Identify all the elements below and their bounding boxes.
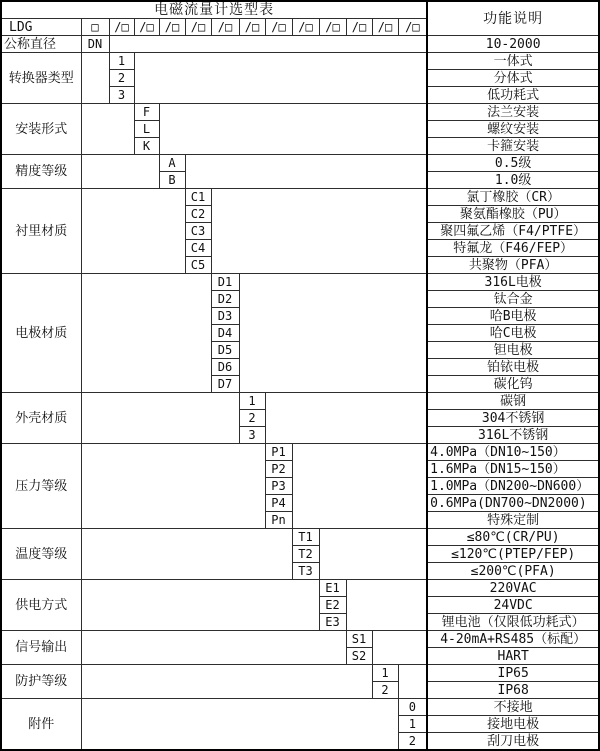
description-cell: 刮刀电极	[427, 733, 599, 751]
description-cell: 0.5级	[427, 155, 599, 172]
code-cell: D2	[211, 291, 239, 308]
code-cell: E2	[319, 597, 346, 614]
code-cell: P3	[265, 478, 292, 495]
description-cell: 碳钢	[427, 393, 599, 410]
code-cell: 2	[239, 410, 265, 427]
code-cell: P1	[265, 444, 292, 461]
filler-cell	[81, 699, 398, 751]
filler-cell	[81, 155, 159, 189]
description-cell: 220VAC	[427, 580, 599, 597]
model-slash-box-10: /□	[346, 19, 372, 36]
model-slash-box-9: /□	[319, 19, 346, 36]
description-cell: 一体式	[427, 53, 599, 70]
category-label: 电极材质	[1, 274, 81, 393]
category-label: 附件	[1, 699, 81, 751]
code-cell: S1	[346, 631, 372, 648]
description-cell: 分体式	[427, 70, 599, 87]
code-cell: 2	[398, 733, 427, 751]
option-row	[1, 104, 599, 121]
function-column-header: 功能说明	[427, 1, 599, 36]
description-cell: 聚四氟乙烯（F4/PTFE）	[427, 223, 599, 240]
model-slash-box-7: /□	[265, 19, 292, 36]
description-cell: 4.0MPa（DN10~150）	[427, 444, 599, 461]
category-label: 压力等级	[1, 444, 81, 529]
filler-cell	[185, 155, 427, 189]
code-cell: DN	[81, 36, 109, 53]
code-cell: D3	[211, 308, 239, 325]
model-slash-box-8: /□	[292, 19, 319, 36]
code-cell: D6	[211, 359, 239, 376]
code-cell: E3	[319, 614, 346, 631]
model-slash-box-3: /□	[159, 19, 185, 36]
description-cell: IP68	[427, 682, 599, 699]
category-label: 供电方式	[1, 580, 81, 631]
filler-cell	[372, 631, 427, 665]
filler-cell	[81, 189, 185, 274]
description-cell: 氯丁橡胶（CR）	[427, 189, 599, 206]
code-cell: C5	[185, 257, 211, 274]
description-cell: IP65	[427, 665, 599, 682]
model-code-box: □	[81, 19, 109, 36]
model-slash-box-11: /□	[372, 19, 398, 36]
filler-cell	[81, 53, 109, 104]
description-cell: 钽电极	[427, 342, 599, 359]
model-slash-box-5: /□	[211, 19, 239, 36]
filler-cell	[292, 444, 427, 529]
code-cell: 0	[398, 699, 427, 716]
code-cell: C4	[185, 240, 211, 257]
description-cell: 1.0级	[427, 172, 599, 189]
code-cell: 1	[239, 393, 265, 410]
description-cell: 接地电极	[427, 716, 599, 733]
description-cell: 共聚物（PFA）	[427, 257, 599, 274]
code-cell: 3	[109, 87, 134, 104]
description-cell: 碳化钨	[427, 376, 599, 393]
option-row	[1, 274, 599, 291]
description-cell: 1.6MPa（DN15~150）	[427, 461, 599, 478]
code-cell: 1	[372, 665, 398, 682]
description-cell: 10-2000	[427, 36, 599, 53]
filler-cell	[159, 104, 427, 155]
code-cell: 2	[372, 682, 398, 699]
option-row	[1, 189, 599, 206]
code-cell: P2	[265, 461, 292, 478]
option-row	[1, 444, 599, 461]
category-label: 公称直径	[1, 36, 81, 53]
category-label: 精度等级	[1, 155, 81, 189]
code-cell: T2	[292, 546, 319, 563]
code-cell: C1	[185, 189, 211, 206]
filler-cell	[81, 529, 292, 580]
description-cell: ≤120℃(PTEP/FEP)	[427, 546, 599, 563]
code-cell: B	[159, 172, 185, 189]
category-label: 转换器类型	[1, 53, 81, 104]
code-cell: 1	[109, 53, 134, 70]
option-row	[1, 53, 599, 70]
description-cell: 0.6MPa(DN700~DN2000)	[427, 495, 599, 512]
code-cell: P4	[265, 495, 292, 512]
filler-cell	[109, 36, 427, 53]
description-cell: ≤200℃(PFA)	[427, 563, 599, 580]
description-cell: 特殊定制	[427, 512, 599, 529]
option-row	[1, 631, 599, 648]
description-cell: 1.0MPa（DN200~DN600）	[427, 478, 599, 495]
code-cell: 3	[239, 427, 265, 444]
description-cell: 不接地	[427, 699, 599, 716]
filler-cell	[346, 580, 427, 631]
filler-cell	[319, 529, 427, 580]
description-cell: 卡箍安装	[427, 138, 599, 155]
description-cell: ≤80℃(CR/PU)	[427, 529, 599, 546]
code-cell: C2	[185, 206, 211, 223]
description-cell: 304不锈钢	[427, 410, 599, 427]
filler-cell	[81, 580, 319, 631]
code-cell: D7	[211, 376, 239, 393]
code-cell: D5	[211, 342, 239, 359]
description-cell: 锂电池（仅限低功耗式）	[427, 614, 599, 631]
category-label: 安装形式	[1, 104, 81, 155]
filler-cell	[81, 274, 211, 393]
code-cell: D4	[211, 325, 239, 342]
model-prefix: LDG	[1, 19, 81, 36]
description-cell: 特氟龙（F46/FEP）	[427, 240, 599, 257]
category-label: 外壳材质	[1, 393, 81, 444]
code-cell: 2	[109, 70, 134, 87]
model-slash-box-4: /□	[185, 19, 211, 36]
category-label: 防护等级	[1, 665, 81, 699]
description-cell: 4-20mA+RS485（标配）	[427, 631, 599, 648]
category-label: 信号输出	[1, 631, 81, 665]
table-body	[1, 1, 599, 750]
code-cell: A	[159, 155, 185, 172]
code-cell: Pn	[265, 512, 292, 529]
filler-cell	[81, 444, 265, 529]
code-cell: D1	[211, 274, 239, 291]
option-row	[1, 580, 599, 597]
option-row	[1, 155, 599, 172]
category-label: 衬里材质	[1, 189, 81, 274]
option-row	[1, 529, 599, 546]
description-cell: 螺纹安装	[427, 121, 599, 138]
description-cell: 哈C电极	[427, 325, 599, 342]
option-row	[1, 665, 599, 682]
option-row	[1, 36, 599, 53]
filler-cell	[81, 104, 134, 155]
description-cell: HART	[427, 648, 599, 665]
code-cell: C3	[185, 223, 211, 240]
filler-cell	[239, 274, 427, 393]
code-cell: S2	[346, 648, 372, 665]
code-cell: 1	[398, 716, 427, 733]
code-cell: L	[134, 121, 159, 138]
code-cell: T1	[292, 529, 319, 546]
category-label: 温度等级	[1, 529, 81, 580]
description-cell: 钛合金	[427, 291, 599, 308]
model-slash-box-2: /□	[134, 19, 159, 36]
filler-cell	[81, 631, 346, 665]
filler-cell	[211, 189, 427, 274]
model-slash-box-12: /□	[398, 19, 427, 36]
title-row	[1, 1, 599, 19]
option-row	[1, 393, 599, 410]
description-cell: 哈B电极	[427, 308, 599, 325]
code-cell: F	[134, 104, 159, 121]
description-cell: 24VDC	[427, 597, 599, 614]
filler-cell	[81, 393, 239, 444]
description-cell: 法兰安装	[427, 104, 599, 121]
filler-cell	[81, 665, 372, 699]
model-slash-box-1: /□	[109, 19, 134, 36]
filler-cell	[398, 665, 427, 699]
description-cell: 铂铱电极	[427, 359, 599, 376]
description-cell: 低功耗式	[427, 87, 599, 104]
description-cell: 316L电极	[427, 274, 599, 291]
option-row	[1, 699, 599, 716]
model-slash-box-6: /□	[239, 19, 265, 36]
code-cell: E1	[319, 580, 346, 597]
filler-cell	[134, 53, 427, 104]
table-title: 电磁流量计选型表	[1, 1, 427, 19]
code-cell: T3	[292, 563, 319, 580]
description-cell: 聚氨酯橡胶（PU）	[427, 206, 599, 223]
description-cell: 316L不锈钢	[427, 427, 599, 444]
filler-cell	[265, 393, 427, 444]
code-cell: K	[134, 138, 159, 155]
